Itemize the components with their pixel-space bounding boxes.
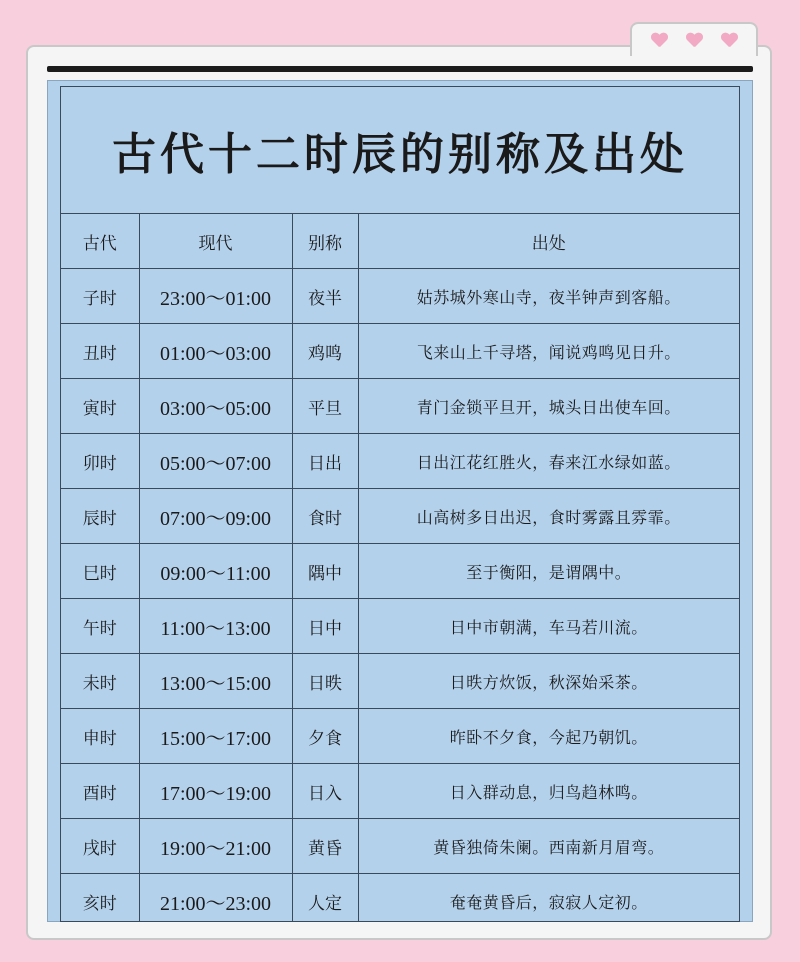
table-row — [61, 654, 739, 709]
table-row — [61, 269, 739, 324]
card-tab — [630, 22, 758, 56]
cell-alias: 人定 — [292, 874, 358, 923]
cell-source: 至于衡阳，是谓隅中。 — [358, 544, 739, 599]
cell-modern: 13:00～15:00 — [139, 654, 292, 709]
table-row — [61, 434, 739, 489]
header-alias: 别称 — [292, 214, 358, 269]
cell-source: 日出江花红胜火，春来江水绿如蓝。 — [358, 434, 739, 489]
cell-modern: 23:00～01:00 — [139, 269, 292, 324]
table-row — [61, 544, 739, 599]
cell-modern: 19:00～21:00 — [139, 819, 292, 874]
cell-ancient: 卯时 — [61, 434, 139, 489]
cell-alias: 隅中 — [292, 544, 358, 599]
page-title: 古代十二时辰的别称及出处 — [61, 87, 739, 214]
cell-ancient: 戌时 — [61, 819, 139, 874]
table-row — [61, 489, 739, 544]
cell-alias: 食时 — [292, 489, 358, 544]
cell-source: 日中市朝满，车马若川流。 — [358, 599, 739, 654]
table-container — [60, 86, 740, 922]
cell-alias: 日入 — [292, 764, 358, 819]
cell-ancient: 酉时 — [61, 764, 139, 819]
cell-source: 日昳方炊饭，秋深始采茶。 — [358, 654, 739, 709]
table-row — [61, 819, 739, 874]
heart-icon — [686, 33, 702, 47]
cell-ancient: 丑时 — [61, 324, 139, 379]
cell-alias: 黄昏 — [292, 819, 358, 874]
table-row — [61, 764, 739, 819]
cell-alias: 平旦 — [292, 379, 358, 434]
cell-modern: 07:00～09:00 — [139, 489, 292, 544]
header-modern: 现代 — [139, 214, 292, 269]
cell-source: 姑苏城外寒山寺，夜半钟声到客船。 — [358, 269, 739, 324]
cell-source: 山高树多日出迟，食时雾露且雰霏。 — [358, 489, 739, 544]
cell-modern: 05:00～07:00 — [139, 434, 292, 489]
cell-ancient: 亥时 — [61, 874, 139, 923]
table-row — [61, 874, 739, 923]
heart-icon — [721, 33, 737, 47]
table-header-row — [61, 214, 739, 269]
cell-ancient: 寅时 — [61, 379, 139, 434]
header-source: 出处 — [358, 214, 739, 269]
cell-source: 奄奄黄昏后，寂寂人定初。 — [358, 874, 739, 923]
heart-icon — [651, 33, 667, 47]
cell-modern: 11:00～13:00 — [139, 599, 292, 654]
cell-source: 昨卧不夕食，今起乃朝饥。 — [358, 709, 739, 764]
cell-modern: 03:00～05:00 — [139, 379, 292, 434]
cell-source: 黄昏独倚朱阑。西南新月眉弯。 — [358, 819, 739, 874]
cell-alias: 夜半 — [292, 269, 358, 324]
cell-source: 青门金锁平旦开，城头日出使车回。 — [358, 379, 739, 434]
cell-modern: 15:00～17:00 — [139, 709, 292, 764]
table-row — [61, 379, 739, 434]
cell-ancient: 未时 — [61, 654, 139, 709]
cell-alias: 日昳 — [292, 654, 358, 709]
cell-ancient: 申时 — [61, 709, 139, 764]
table-row — [61, 709, 739, 764]
cell-ancient: 辰时 — [61, 489, 139, 544]
top-bar — [47, 66, 753, 72]
cell-alias: 日中 — [292, 599, 358, 654]
cell-modern: 21:00～23:00 — [139, 874, 292, 923]
cell-modern: 09:00～11:00 — [139, 544, 292, 599]
cell-source: 飞来山上千寻塔，闻说鸡鸣见日升。 — [358, 324, 739, 379]
cell-modern: 17:00～19:00 — [139, 764, 292, 819]
cell-ancient: 巳时 — [61, 544, 139, 599]
header-ancient: 古代 — [61, 214, 139, 269]
table-row — [61, 599, 739, 654]
cell-ancient: 子时 — [61, 269, 139, 324]
cell-source: 日入群动息，归鸟趋林鸣。 — [358, 764, 739, 819]
cell-alias: 夕食 — [292, 709, 358, 764]
cell-ancient: 午时 — [61, 599, 139, 654]
shichen-table — [61, 214, 739, 922]
cell-alias: 鸡鸣 — [292, 324, 358, 379]
table-row — [61, 324, 739, 379]
cell-modern: 01:00～03:00 — [139, 324, 292, 379]
cell-alias: 日出 — [292, 434, 358, 489]
